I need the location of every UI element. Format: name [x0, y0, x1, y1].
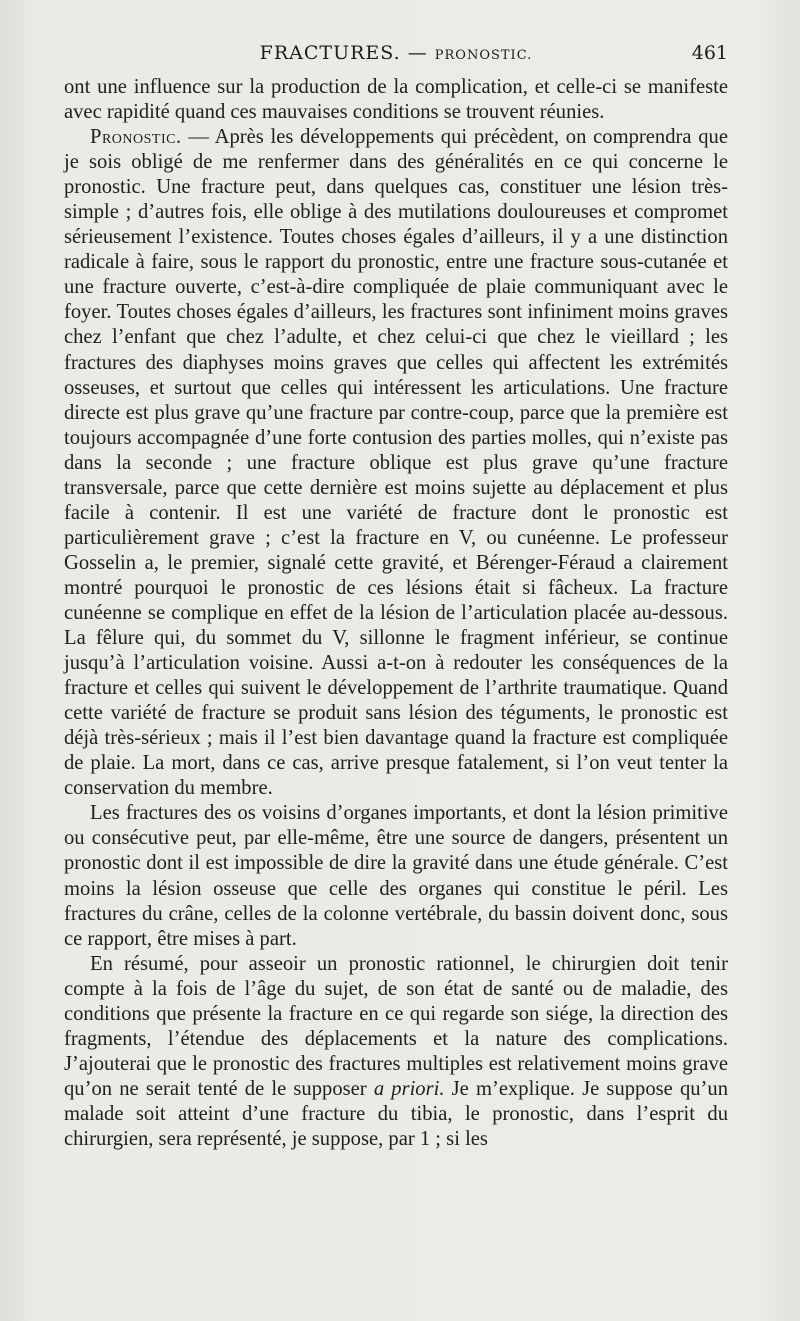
running-title-section: PRONOSTIC. [434, 48, 533, 63]
running-header [64, 40, 728, 68]
paragraph-pronostic [64, 125, 728, 801]
body-text [64, 75, 728, 1152]
italic-phrase: a priori. [373, 1077, 445, 1100]
paragraph-continuation [64, 75, 728, 125]
paragraph-text: — Après les développements qui précèdent, on comprendra que je sois obligé de me renfermer dans des généralités en ce qui concerne le pronostic. Une fracture peut, dans quelques cas, constituer une lésion très-simple ; d’autres fois, elle oblige à des mutilations douloureuses et compromet sérieusement l’existence. Toutes choses égales d’ailleurs, il y a une distinction radicale à faire, sous le rapport du pronostic, entre une fracture sous-cutanée et une fracture ouverte, c’est-à-dire compliquée de plaie communiquant avec le foyer. Toutes choses égales d’ailleurs, les fractures sont infiniment moins graves chez l’enfant que chez l’adulte, et chez celui-ci que chez le vieillard ; les fractures des diaphyses moins graves que celles qui affectent les extrémités osseuses, et surtout que celles qui intéressent les articulations. Une fracture directe est plus grave qu’une fracture par contre-coup, parce que la première est toujours accompagnée d’une forte contusion des parties molles, qui n’existe pas dans la seconde ; une fracture oblique est plus grave qu’une fracture transversale, parce que cette dernière est moins sujette au déplacement et plus facile à contenir. Il est une variété de fracture dont le pronostic est particulièrement grave ; c’est la fracture en V, ou cunéenne. Le professeur Gosselin a, le premier, signalé cette gravité, et Bérenger-Féraud a clairement montré pourquoi le pronostic de ces lésions était si fâcheux. La fracture cunéenne se complique en effet de la lésion de l’articulation placée au-dessous. La fêlure qui, du sommet du V, sillonne le fragment inférieur, se continue jusqu’à l’articulation voisine. Aussi a-t-on à redouter les conséquences de la fracture et celles qui suivent le développement de l’arthrite traumatique. Quand cette variété de fracture se produit sans lésion des téguments, le pronostic est déjà très-sérieux ; mais il l’est bien davantage quand la fracture est compliquée de plaie. La mort, dans ce cas, arrive presque fatalement, si l’on veut tenter la conservation du membre. [64, 126, 728, 800]
paragraph-text: ont une influence sur la production de la complication, et celle-ci se manifeste avec rapidité quand ces mauvaises conditions se trouvent réunies. [64, 76, 728, 124]
paragraph-organes [64, 801, 728, 951]
section-heading-pronostic: Pronostic. [90, 126, 182, 149]
paragraph-text: En résumé, pour asseoir un pronostic rationnel, le chirurgien doit tenir compte à la fois de l’âge du sujet, de son état de santé ou de maladie, des conditions que présente la fracture en ce qui regarde son siége, la direction des fragments, l’étendue des déplacements et la nature des complications. J’ajouterai que le pronostic des fractures multiples est relativement moins grave qu’on ne serait tenté de le supposer [64, 952, 728, 1100]
page-number: 461 [691, 42, 728, 64]
paragraph-resume [64, 952, 728, 1152]
running-title [64, 42, 728, 64]
paragraph-text: Les fractures des os voisins d’organes importants, et dont la lésion primitive ou consécutive peut, par elle-même, être une source de dangers, présentent un pronostic dont il est impossible de dire la gravité dans une étude générale. C’est moins la lésion osseuse que celle des organes qui constitue le péril. Les fractures du crâne, celles de la colonne vertébrale, du bassin doivent donc, sous ce rapport, être mises à part. [64, 802, 728, 950]
paragraph-text: Je m’explique. Je suppose qu’un malade soit atteint d’une fracture du tibia, le pronostic, dans l’esprit du chirurgien, sera représenté, je suppose, par 1 ; si les [64, 1077, 728, 1150]
running-title-main: FRACTURES. — [259, 42, 435, 64]
